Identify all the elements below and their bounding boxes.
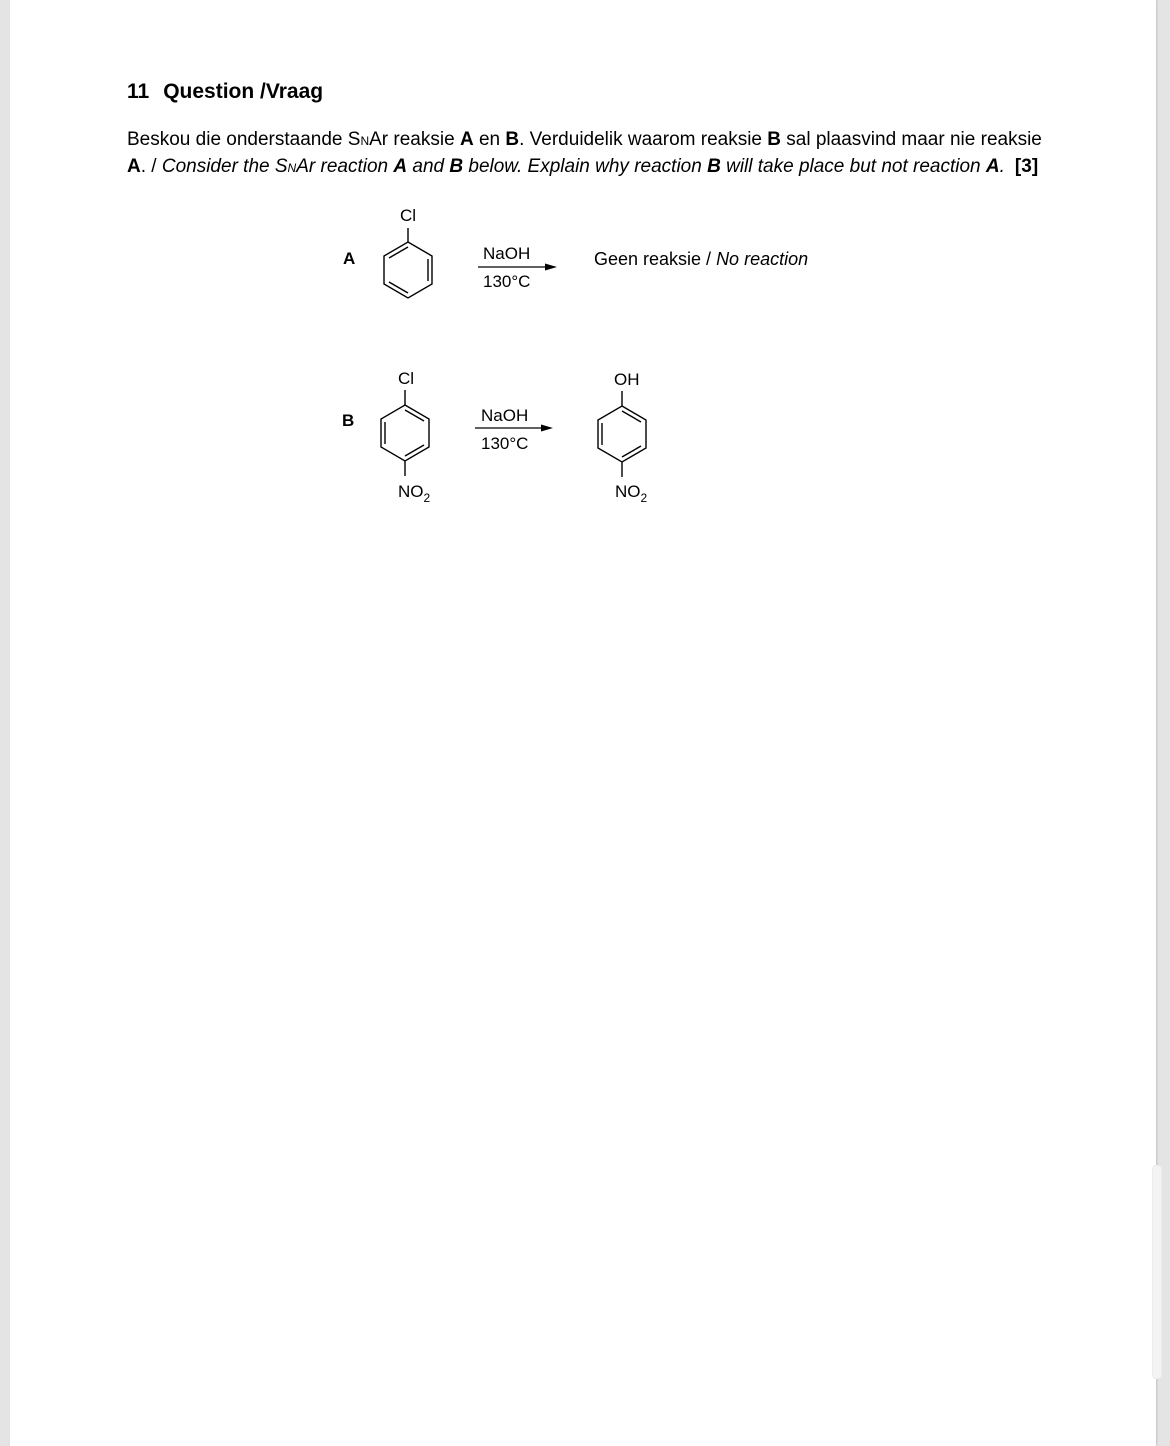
reaction-b-product-top: OH [614, 370, 640, 389]
reaction-a-label: A [343, 249, 356, 268]
result-afrikaans: Geen reaksie / [594, 249, 717, 269]
result-english: No reaction [716, 249, 809, 269]
reaction-b-product-bottom [615, 482, 648, 505]
benzene-ring-b-product [598, 391, 646, 477]
benzene-ring-a [384, 228, 432, 298]
reaction-b-reagent: NaOH [481, 406, 529, 425]
question-title: Question /Vraag [163, 80, 324, 103]
reaction-a-temperature: 130°C [483, 272, 531, 291]
benzene-ring-b-reactant [381, 390, 429, 476]
nitro-subscript: 2 [423, 491, 431, 505]
reaction-b-temperature: 130°C [481, 434, 529, 453]
reaction-b-arrow [475, 425, 553, 432]
af-text4: sal plaasvind maar nie reaksie [781, 129, 1042, 150]
reaction-a-arrow [478, 264, 557, 271]
en-bold-b: B [449, 156, 464, 177]
product-nitro-subscript: 2 [640, 491, 648, 505]
question-number: 11 [127, 80, 150, 103]
en-text2: and [407, 156, 450, 177]
en-end: . [999, 156, 1005, 177]
reaction-a-reagent: NaOH [483, 244, 531, 263]
af-text3: . Verduidelik waarom reaksie [519, 129, 768, 150]
af-subscript: N [360, 134, 370, 148]
marks-label: [3] [1014, 156, 1039, 177]
en-text1: Ar reaction [296, 156, 394, 177]
reaction-b-label: B [342, 411, 355, 430]
reaction-b-reactant-top: Cl [398, 369, 415, 388]
af-bold-b2: B [767, 129, 782, 150]
en-subscript: N [287, 161, 297, 175]
en-bold-a: A [393, 156, 408, 177]
af-bold-b: B [505, 129, 520, 150]
en-bold-a2: A [985, 156, 1000, 177]
en-text4: will take place but not reaction [720, 156, 986, 177]
en-text3: below. Explain why reaction [463, 156, 708, 177]
af-bold-a: A [459, 129, 474, 150]
af-text1: Ar reaksie [369, 129, 460, 150]
en-bold-a0: A [127, 156, 141, 177]
af-intro: Beskou die onderstaande S [127, 129, 361, 150]
reaction-b-reactant-bottom [398, 482, 431, 505]
af-text2: en [473, 129, 506, 150]
scrollbar-thumb[interactable] [1152, 1165, 1162, 1379]
en-intro: Consider the S [161, 156, 288, 177]
reaction-a-result [594, 249, 808, 269]
reaction-a-substituent: Cl [400, 206, 417, 225]
en-bold-b2: B [707, 156, 721, 177]
product-nitro-label: NO [615, 482, 641, 501]
nitro-group-label: NO [398, 482, 424, 501]
en-separator: . / [140, 156, 162, 177]
